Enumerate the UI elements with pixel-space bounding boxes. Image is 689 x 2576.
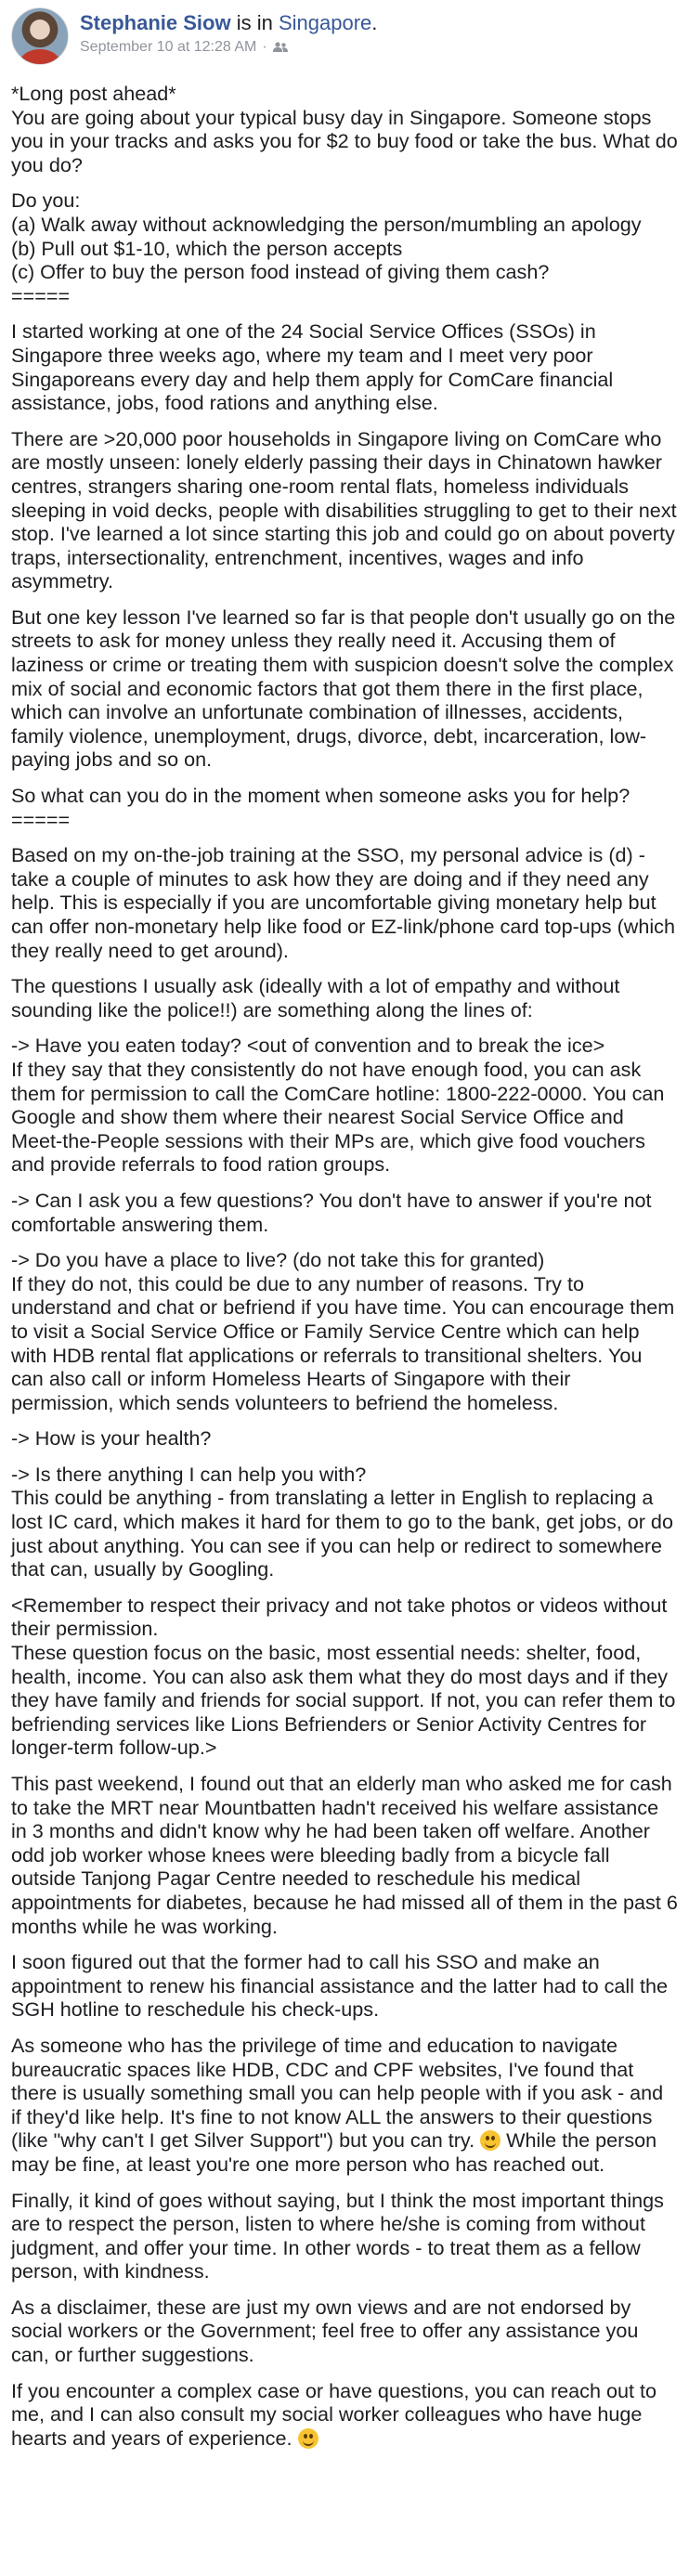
post-timestamp[interactable]: September 10 at 12:28 AM	[80, 39, 257, 55]
post-paragraph: Based on my on-the-job training at the SSO, my personal advice is (d) - take a couple of minutes to ask how they are doing and if they need any help. This is especially if you are uncomfortable giving monetary help but can offer non-monetary help like food or EZ-link/phone card top-ups (which they really need to get around).	[11, 843, 681, 962]
post-subline	[80, 37, 377, 58]
post-paragraph: Finally, it kind of goes without saying, but I think the most important things are to respect the person, listen to where he/she is coming from without judgment, and offer your time. In other words - to treat them as a fellow person, with kindness.	[11, 2188, 670, 2283]
post-paragraph: Do you: (a) Walk away without acknowledging the person/mumbling an apology (b) Pull out $1-10, which the person accepts (c) Offer to buy the person food instead of giving them cash? =====	[11, 189, 642, 307]
post-paragraph: *Long post ahead* You are going about your typical busy day in Singapore. Someone stops you in your tracks and asks you for $2 to buy food or take the bus. What do you do?	[11, 82, 678, 176]
post-paragraph: I started working at one of the 24 Social Service Offices (SSOs) in Singapore three weeks ago, where my team and I meet very poor Singaporeans every day and help them apply for ComCare financial assistance, jobs, food rations and anything else.	[11, 319, 619, 415]
post-meta	[80, 7, 377, 58]
post-paragraph: The questions I usually ask (ideally with a lot of empathy and without sounding like the police!!) are something along the lines of:	[11, 974, 626, 1021]
friends-icon[interactable]	[273, 42, 288, 53]
paragraph-text: While the person may be fine, at least you're one more person who has reached out.	[11, 2128, 663, 2176]
post-paragraph: -> Is there anything I can help you with? This could be anything - from translating a letter in English to replacing a lost IC card, which makes it hard for them to go to the bank, get jobs, or do just about anything. You can see if you can help or redirect to somewhere that can, usually by Googling.	[11, 1462, 673, 1581]
post-paragraph: -> Do you have a place to live? (do not take this for granted) If they do not, this could be due to any number of reasons. Try to understand and chat or befriend if you have time. You can encourage them to visit a Social Service Office or Family Service Centre which can help with HDB rental flat applications or referrals to transitional shelters. You can also call or inform Homeless Hearts of Singapore with their permission, which sends volunteers to befriend the homeless.	[11, 1248, 675, 1414]
post-paragraph: So what can you do in the moment when someone asks you for help? =====	[11, 784, 630, 831]
post-paragraph: As a disclaimer, these are just my own views and are not endorsed by social workers or the Government; feel free to offer any assistance you can, or further suggestions.	[11, 2295, 644, 2367]
author-name[interactable]: Stephanie Siow	[80, 11, 231, 34]
subline-separator: ·	[262, 39, 267, 55]
paragraph-text: As someone who has the privilege of time and education to navigate bureaucratic spaces like HDB, CDC and CPF websites, I've found that there is usually something small you can help people with if you ask - and if they'd like help. It's fine to not know ALL the answers to their questions (like "why can't I get Silver Support") but you can try.	[11, 2033, 670, 2153]
smiling-face-emoji-icon	[480, 2130, 500, 2151]
post-paragraph-with-emoji	[11, 2034, 678, 2177]
location-suffix: .	[371, 11, 378, 34]
post-paragraph: There are >20,000 poor households in Singapore living on ComCare who are mostly unseen: lonely elderly passing their days in Chinatown hawker centres, strangers sharing one-room rental flats, homeless individuals sleeping in void decks, people with disabilities struggling to get to their next stop. I've learned a lot since starting this job and could go on about poverty traps, intersectionality, entrenchment, incentives, wages and info asymmetry.	[11, 426, 682, 593]
avatar-figure	[20, 49, 60, 65]
post-paragraph-with-emoji	[11, 2379, 678, 2451]
author-line	[80, 11, 377, 35]
post-paragraph: -> How is your health?	[11, 1426, 212, 1451]
post-header	[11, 7, 678, 69]
post-paragraph: I soon figured out that the former had to call his SSO and make an appointment to renew his financial assistance and the latter had to call the SGH hotline to reschedule his check-ups.	[11, 1950, 674, 2022]
post-paragraph: -> Can I ask you a few questions? You don't have to answer if you're not comfortable answering them.	[11, 1188, 657, 1236]
post-paragraph: But one key lesson I've learned so far is that people don't usually go on the streets to ask for money unless they really need it. Accusing them of laziness or crime or treating them with suspicion doesn't solve the complex mix of social and economic factors that got them there in the first place, which can involve an unfortunate combination of illnesses, accidents, family violence, unemployment, drugs, divorce, debt, incarceration, low-paying jobs and so on.	[11, 605, 682, 772]
post-paragraph: This past weekend, I found out that an elderly man who asked me for cash to take the MRT near Mountbatten hadn't received his welfare assistance in 3 months and didn't know why he had been taken off welfare. Another odd job worker whose knees were bleeding badly from a bicycle fall outside Tanjong Pagar Centre needed to reschedule his medical appointments for diabetes, because he had missed all of them in the past 6 months while he was working.	[11, 1772, 683, 1938]
location-prefix: is in	[230, 11, 279, 34]
location-link[interactable]: Singapore	[278, 11, 372, 34]
author-avatar[interactable]	[11, 7, 69, 65]
post-paragraph: <Remember to respect their privacy and not take photos or videos without their permission. These question focus on the basic, most essential needs: shelter, food, health, income. You can also ask them what they do most days and if they they have family and friends for social support. If not, you can refer them to befriending services like Lions Befrienders or Senior Activity Centres for longer-term follow-up.>	[11, 1593, 676, 1760]
post-body	[11, 82, 683, 2450]
paragraph-text: If you encounter a complex case or have questions, you can reach out to me, and I can also consult my social worker colleagues who have huge hearts and years of experience.	[11, 2378, 663, 2450]
grinning-face-emoji-icon	[298, 2428, 318, 2449]
post-paragraph: -> Have you eaten today? <out of convention and to break the ice> If they say that they consistently do not have enough food, you can ask them for permission to call the ComCare hotline: 1800-222-0000. You can Google and show them where their nearest Social Service Office and Meet-the-People sessions with their MPs are, which give food vouchers and provide referrals to food ration groups.	[11, 1034, 665, 1177]
